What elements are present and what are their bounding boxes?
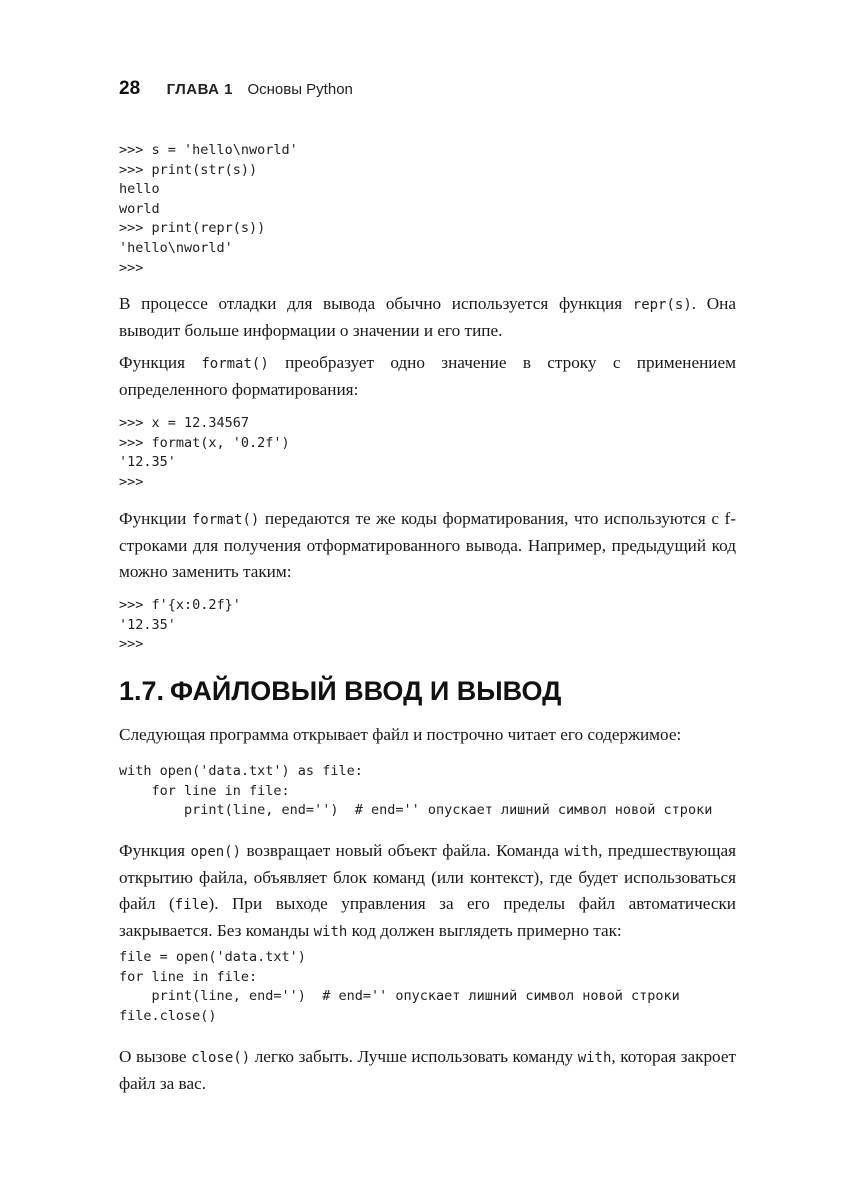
section-number: 1.7. (119, 676, 165, 706)
text-run: , которая закроет файл за вас. (119, 1047, 736, 1093)
text-run: Следующая программа открывает файл и построчно читает его содержимое: (119, 725, 682, 744)
code-line: >>> print(str(s)) (119, 161, 258, 178)
inline-code: format() (201, 356, 269, 372)
paragraph (119, 506, 736, 585)
paragraph (119, 291, 736, 344)
code-block (119, 141, 298, 278)
paragraph (119, 722, 736, 748)
section-heading (119, 676, 561, 707)
inline-code: close() (191, 1050, 251, 1066)
code-line: >>> (119, 259, 144, 276)
text-run: легко забыть. Лучше использовать команду (250, 1047, 578, 1066)
code-line: file.close() (119, 1007, 217, 1024)
chapter-title: Основы Python (247, 81, 353, 98)
code-line: hello (119, 181, 160, 198)
code-line: >>> s = 'hello\nworld' (119, 142, 298, 158)
text-run: преобразует одно значение в строку с применением определенного форматирования: (119, 353, 736, 399)
text-run: Функции (119, 509, 192, 528)
code-block (119, 414, 290, 492)
code-line: file = open('data.txt') (119, 949, 306, 965)
inline-code: open() (190, 844, 242, 860)
text-run: . Она выводит больше информации о значении и его типе. (119, 294, 736, 340)
code-line: for line in file: (119, 968, 258, 985)
text-run: Функция (119, 353, 202, 372)
text-run: возвращает новый объект файла. Команда (241, 841, 565, 860)
inline-code: with (313, 924, 348, 940)
text-run: ). При выходе управления за его пределы файл автоматически закрывается. Без команды (119, 894, 736, 940)
code-line: '12.35' (119, 454, 176, 471)
code-line: >>> (119, 636, 144, 653)
code-line: >>> f'{x:0.2f}' (119, 597, 241, 613)
code-line: with open('data.txt') as file: (119, 763, 363, 779)
code-block (119, 596, 241, 655)
text-run: В процессе отладки для вывода обычно используется функция (119, 294, 633, 313)
running-header (119, 78, 353, 100)
inline-code: format() (191, 512, 260, 528)
code-line: print(line, end='') # end='' опускает лишний символ новой строки (119, 802, 713, 819)
code-block (119, 948, 680, 1026)
inline-code: file (174, 897, 209, 913)
text-run: , предшествующая открытию файла, объявляет блок команд (или контекст), где будет использоваться файл ( (119, 841, 736, 913)
code-line: >>> (119, 473, 144, 490)
section-title: ФАЙЛОВЫЙ ВВОД И ВЫВОД (170, 676, 562, 706)
text-run: О вызове (119, 1047, 192, 1066)
paragraph (119, 1044, 736, 1097)
code-line: >>> print(repr(s)) (119, 220, 266, 237)
text-run: код должен выглядеть примерно так: (347, 921, 622, 940)
chapter-label: ГЛАВА 1 (166, 81, 234, 98)
code-line: for line in file: (119, 782, 290, 799)
page-number: 28 (119, 78, 141, 99)
inline-code: repr(s) (632, 297, 692, 313)
code-line: >>> format(x, '0.2f') (119, 434, 290, 451)
text-run: Функция (119, 841, 191, 860)
inline-code: with (564, 844, 599, 860)
text-run: передаются те же коды форматирования, что используются с f-строками для получения отформатированного вывода. Например, предыдущий код можно заменить таким: (119, 509, 736, 581)
code-line: '12.35' (119, 616, 176, 633)
code-line: world (119, 200, 160, 217)
code-line: >>> x = 12.34567 (119, 415, 250, 431)
inline-code: with (577, 1050, 612, 1066)
paragraph (119, 350, 736, 403)
code-line: print(line, end='') # end='' опускает лишний символ новой строки (119, 988, 680, 1005)
code-line: 'hello\nworld' (119, 239, 233, 256)
code-block (119, 762, 712, 821)
paragraph (119, 838, 736, 945)
